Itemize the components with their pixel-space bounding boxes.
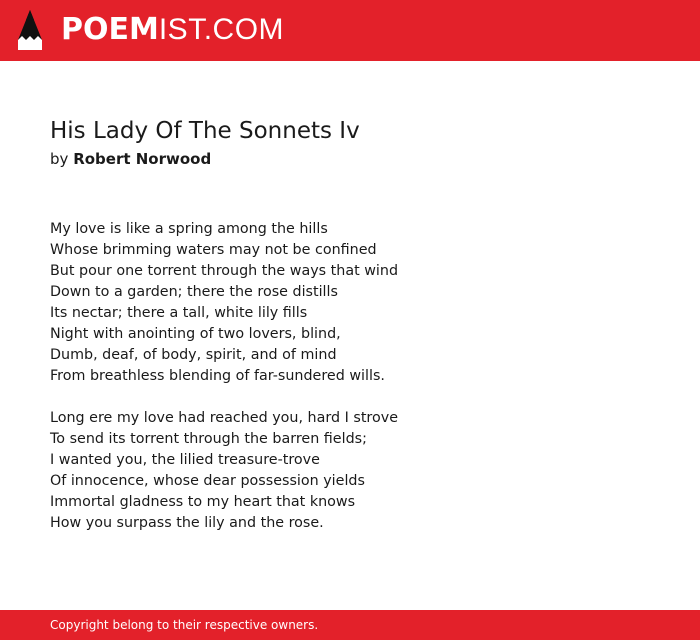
site-logo: [61, 12, 284, 48]
poem-byline: [50, 149, 211, 169]
site-header: [0, 0, 700, 61]
poem-line: My love is like a spring among the hills: [50, 221, 328, 237]
poem-line: Its nectar; there a tall, white lily fills: [50, 305, 308, 321]
poem-line: Of innocence, whose dear possession yields: [50, 473, 365, 489]
poem-body: [50, 219, 398, 555]
poem-line: Night with anointing of two lovers, blind,: [50, 326, 341, 342]
brand-light-text: IST.COM: [158, 13, 285, 46]
stanza-1: [50, 219, 398, 387]
stanza-2: [50, 408, 398, 534]
brand-bold-text: POEM: [61, 12, 159, 47]
poem-line: How you surpass the lily and the rose.: [50, 515, 324, 531]
poem-line: Immortal gladness to my heart that knows: [50, 494, 356, 510]
poem-line: But pour one torrent through the ways that wind: [50, 263, 399, 279]
poem-line: Down to a garden; there the rose distills: [50, 284, 338, 300]
poem-title: His Lady Of The Sonnets Iv: [50, 118, 360, 144]
copyright-text: Copyright belong to their respective owners.: [50, 618, 319, 632]
by-label: by: [50, 150, 69, 168]
poem-line: Whose brimming waters may not be confined: [50, 242, 377, 258]
poem-line: Dumb, deaf, of body, spirit, and of mind: [50, 347, 337, 363]
poem-author: Robert Norwood: [73, 150, 212, 168]
site-footer: [0, 610, 700, 640]
poem-line: I wanted you, the lilied treasure-trove: [50, 452, 320, 468]
poem-line: Long ere my love had reached you, hard I strove: [50, 410, 399, 426]
pencil-tip-icon: [17, 9, 43, 51]
poem-line: To send its torrent through the barren fields;: [50, 431, 367, 447]
poem-line: From breathless blending of far-sundered wills.: [50, 368, 385, 384]
